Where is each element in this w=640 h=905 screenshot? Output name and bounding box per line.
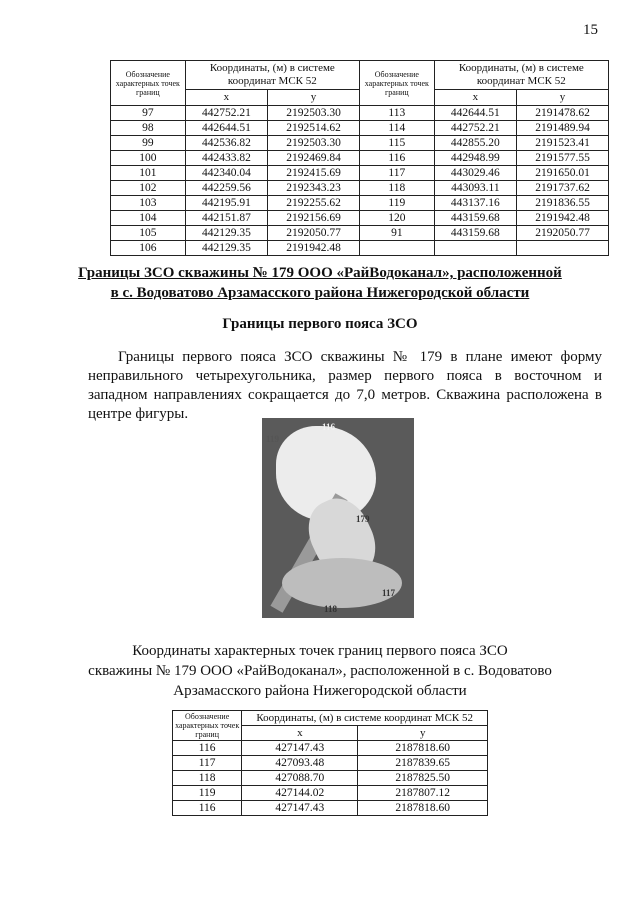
- cell: 102: [111, 181, 186, 196]
- table-row: [173, 756, 488, 771]
- cell: 2192469.84: [268, 151, 360, 166]
- cell: 427144.02: [242, 786, 358, 801]
- cell: [434, 241, 516, 256]
- cell: 442195.91: [185, 196, 267, 211]
- table-row: [111, 196, 609, 211]
- cell: 442855.20: [434, 136, 516, 151]
- cell: 103: [111, 196, 186, 211]
- cell: 106: [111, 241, 186, 256]
- cell: [359, 241, 434, 256]
- photo-label-118: 118: [324, 604, 338, 614]
- table-row: [173, 786, 488, 801]
- cell: 2191523.41: [517, 136, 609, 151]
- cell: 443137.16: [434, 196, 516, 211]
- table-row: [111, 121, 609, 136]
- table-row: [111, 211, 609, 226]
- cell: 99: [111, 136, 186, 151]
- photo-light-area: [282, 558, 402, 608]
- cell: 442129.35: [185, 241, 267, 256]
- cell: 2192050.77: [517, 226, 609, 241]
- table-row: [173, 741, 488, 756]
- section-heading-line1: Границы ЗСО скважины № 179 ООО «РайВодоканал», расположенной: [78, 265, 562, 281]
- cell: 2191942.48: [517, 211, 609, 226]
- cell: 427147.43: [242, 801, 358, 816]
- caption-line: Арзамасского района Нижегородской области: [173, 683, 467, 699]
- cell: 427088.70: [242, 771, 358, 786]
- cell: 442259.56: [185, 181, 267, 196]
- table-row: [111, 166, 609, 181]
- cell: 116: [359, 151, 434, 166]
- photo-label-116: 116: [322, 422, 336, 432]
- cell: 105: [111, 226, 186, 241]
- cell: 2191836.55: [517, 196, 609, 211]
- cell: 118: [173, 771, 242, 786]
- cell: 443029.46: [434, 166, 516, 181]
- table-row: [173, 771, 488, 786]
- cell: 2192514.62: [268, 121, 360, 136]
- page-number: 15: [583, 22, 598, 38]
- cell: 114: [359, 121, 434, 136]
- table-row: [111, 106, 609, 121]
- cell: 442129.35: [185, 226, 267, 241]
- cell: 101: [111, 166, 186, 181]
- photo-label-well: 179: [356, 514, 370, 524]
- photo-label-117: 117: [382, 588, 396, 598]
- table-caption: [80, 641, 560, 701]
- cell: 2191942.48: [268, 241, 360, 256]
- cell: 2187839.65: [358, 756, 488, 771]
- cell: 427093.48: [242, 756, 358, 771]
- subheading: Границы первого пояса ЗСО: [222, 316, 418, 332]
- cell: 100: [111, 151, 186, 166]
- table-row: [111, 136, 609, 151]
- table-row: [111, 226, 609, 241]
- cell: 443159.68: [434, 211, 516, 226]
- cell: 2192343.23: [268, 181, 360, 196]
- cell: 2192255.62: [268, 196, 360, 211]
- cell: 442433.82: [185, 151, 267, 166]
- caption-line: Координаты характерных точек границ первого пояса ЗСО: [132, 643, 508, 659]
- cell: 2192415.69: [268, 166, 360, 181]
- body-paragraph: Границы первого пояса ЗСО скважины № 179 в плане имеют форму неправильного четырехугольника, размер первого пояса в восточном и западном направлениях сокращается до 7,0 метров. Скважина расположена в центре фигуры.: [88, 349, 602, 422]
- cell: 116: [173, 801, 242, 816]
- cell: 113: [359, 106, 434, 121]
- header-coords: Координаты, (м) в системе координат МСК 52: [242, 711, 488, 726]
- header-x: x: [242, 726, 358, 741]
- photo-label-119: 119: [266, 434, 280, 444]
- coordinates-table-first-belt: [172, 710, 488, 816]
- cell: 2192050.77: [268, 226, 360, 241]
- cell: 2192156.69: [268, 211, 360, 226]
- cell: 2187818.60: [358, 741, 488, 756]
- cell: 119: [173, 786, 242, 801]
- cell: 117: [173, 756, 242, 771]
- cell: 2191737.62: [517, 181, 609, 196]
- cell: 442752.21: [185, 106, 267, 121]
- cell: 116: [173, 741, 242, 756]
- cell: 97: [111, 106, 186, 121]
- cell: 442340.04: [185, 166, 267, 181]
- cell: 117: [359, 166, 434, 181]
- cell: 2187807.12: [358, 786, 488, 801]
- header-point: Обозначение характерных точек границ: [173, 711, 242, 741]
- cell: 2192503.30: [268, 106, 360, 121]
- cell: 2192503.30: [268, 136, 360, 151]
- cell: 442536.82: [185, 136, 267, 151]
- cell: 427147.43: [242, 741, 358, 756]
- coordinates-table-zso: [110, 60, 609, 256]
- cell: 2191650.01: [517, 166, 609, 181]
- header-point-right: Обозначение характерных точек границ: [359, 61, 434, 106]
- table-row: [173, 801, 488, 816]
- header-y-left: y: [268, 90, 360, 106]
- cell: 442151.87: [185, 211, 267, 226]
- cell: 91: [359, 226, 434, 241]
- cell: 442752.21: [434, 121, 516, 136]
- header-y-right: y: [517, 90, 609, 106]
- cell: 442644.51: [185, 121, 267, 136]
- cell: 2191489.94: [517, 121, 609, 136]
- header-x-left: x: [185, 90, 267, 106]
- cell: [517, 241, 609, 256]
- cell: 104: [111, 211, 186, 226]
- table-row: [111, 151, 609, 166]
- cell: 119: [359, 196, 434, 211]
- header-x-right: x: [434, 90, 516, 106]
- header-coords-left: Координаты, (м) в системе координат МСК 52: [185, 61, 359, 90]
- table-row: [111, 181, 609, 196]
- cell: 2191478.62: [517, 106, 609, 121]
- section-heading-line2: в с. Водоватово Арзамасского района Нижегородской области: [110, 285, 530, 301]
- caption-line: скважины № 179 ООО «РайВодоканал», расположенной в с. Водоватово: [88, 663, 552, 679]
- cell: 98: [111, 121, 186, 136]
- table-row: [111, 241, 609, 256]
- cell: 443093.11: [434, 181, 516, 196]
- header-point-left: Обозначение характерных точек границ: [111, 61, 186, 106]
- cell: 2191577.55: [517, 151, 609, 166]
- aerial-photo: [262, 418, 414, 618]
- cell: 443159.68: [434, 226, 516, 241]
- header-coords-right: Координаты, (м) в системе координат МСК 52: [434, 61, 608, 90]
- cell: 115: [359, 136, 434, 151]
- cell: 442644.51: [434, 106, 516, 121]
- cell: 118: [359, 181, 434, 196]
- cell: 2187818.60: [358, 801, 488, 816]
- cell: 2187825.50: [358, 771, 488, 786]
- cell: 120: [359, 211, 434, 226]
- header-y: y: [358, 726, 488, 741]
- cell: 442948.99: [434, 151, 516, 166]
